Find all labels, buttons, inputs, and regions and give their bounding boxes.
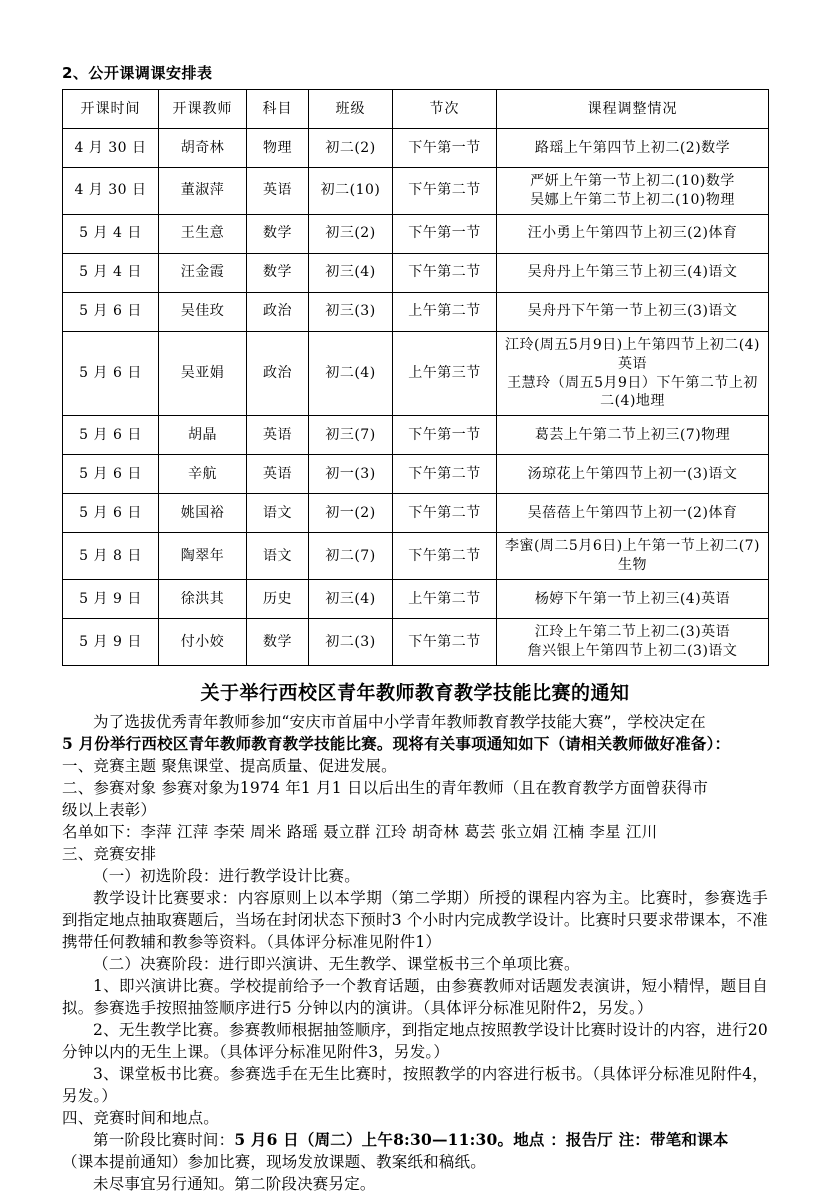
notice-sub-2: 2、无生教学比赛。参赛教师根据抽签顺序，到指定地点按照教学设计比赛时设计的内容，进行20 分钟以内的无生上课。（具体评分标准见附件3，另发。） xyxy=(62,1020,768,1061)
cell-subject: 英语 xyxy=(247,168,309,215)
cell-date: 5 月 4 日 xyxy=(63,253,159,292)
cell-teacher: 辛航 xyxy=(159,455,247,494)
table-row xyxy=(63,580,769,619)
cell-adjustment-note: 吴舟丹上午第三节上初三(4)语文 xyxy=(497,253,769,292)
cell-period: 下午第二节 xyxy=(393,619,497,666)
cell-period: 下午第二节 xyxy=(393,494,497,533)
cell-teacher: 汪金霞 xyxy=(159,253,247,292)
column-header-note: 课程调整情况 xyxy=(497,90,769,129)
notice-time-label: 第一阶段比赛时间： xyxy=(93,1130,235,1149)
notice-stage-1: （一）初选阶段：进行教学设计比赛。 xyxy=(93,866,360,885)
cell-class: 初三(7) xyxy=(309,416,393,455)
cell-subject: 数学 xyxy=(247,253,309,292)
cell-teacher: 陶翠年 xyxy=(159,533,247,580)
table-row xyxy=(63,455,769,494)
column-header-date: 开课时间 xyxy=(63,90,159,129)
table-row xyxy=(63,168,769,215)
notice-item-4: 四、竞赛时间和地点。 xyxy=(62,1108,220,1127)
cell-date: 5 月 6 日 xyxy=(63,494,159,533)
cell-adjustment-note: 江玲上午第二节上初二(3)英语 詹兴银上午第四节上初二(3)语文 xyxy=(497,619,769,666)
cell-period: 下午第二节 xyxy=(393,168,497,215)
cell-period: 上午第三节 xyxy=(393,331,497,416)
notice-end: 未尽事宜另行通知。第二阶段决赛另定。 xyxy=(93,1174,376,1193)
table-header-row xyxy=(63,90,769,129)
cell-class: 初一(2) xyxy=(309,494,393,533)
section-heading: 2、公开课调课安排表 xyxy=(62,64,213,82)
cell-teacher: 付小姣 xyxy=(159,619,247,666)
cell-period: 下午第一节 xyxy=(393,214,497,253)
cell-adjustment-note: 李蜜(周二5月6日)上午第一节上初二(7)生物 xyxy=(497,533,769,580)
cell-teacher: 吴佳玫 xyxy=(159,292,247,331)
cell-class: 初三(4) xyxy=(309,253,393,292)
column-header-class: 班级 xyxy=(309,90,393,129)
cell-class: 初二(3) xyxy=(309,619,393,666)
notice-time-value: 5 月6 日（周二）上午8:30—11:30。地点 ：报告厅 注：带笔和课本 xyxy=(234,1129,729,1149)
cell-teacher: 胡晶 xyxy=(159,416,247,455)
notice-sub-1: 1、即兴演讲比赛。学校提前给予一个教育话题，由参赛教师对话题发表演讲，短小精悍，题目自拟。参赛选手按照抽签顺序进行5 分钟以内的演讲。（具体评分标准见附件2，另发。） xyxy=(62,976,768,1017)
cell-class: 初二(2) xyxy=(309,129,393,168)
table-row xyxy=(63,253,769,292)
notice-time-note: （课本提前通知）参加比赛，现场发放课题、教案纸和稿纸。 xyxy=(62,1152,486,1171)
table-row xyxy=(63,129,769,168)
cell-date: 4 月 30 日 xyxy=(63,168,159,215)
notice-item-2b: 级以上表彰） xyxy=(62,800,157,819)
notice-time-line xyxy=(62,1129,768,1151)
cell-adjustment-note: 吴舟丹下午第一节上初三(3)语文 xyxy=(497,292,769,331)
cell-period: 上午第二节 xyxy=(393,292,497,331)
cell-date: 5 月 6 日 xyxy=(63,416,159,455)
cell-class: 初二(7) xyxy=(309,533,393,580)
cell-date: 5 月 6 日 xyxy=(63,331,159,416)
cell-subject: 政治 xyxy=(247,331,309,416)
cell-teacher: 吴亚娟 xyxy=(159,331,247,416)
notice-intro-bold: 5 月份举行西校区青年教师教育教学技能比赛。现将有关事项通知如下（请相关教师做好准备）： xyxy=(62,733,731,753)
table-row xyxy=(63,331,769,416)
cell-date: 5 月 6 日 xyxy=(63,292,159,331)
cell-adjustment-note: 杨婷下午第一节上初三(4)英语 xyxy=(497,580,769,619)
cell-class: 初三(2) xyxy=(309,214,393,253)
cell-subject: 政治 xyxy=(247,292,309,331)
cell-subject: 数学 xyxy=(247,214,309,253)
cell-adjustment-note: 葛芸上午第二节上初三(7)物理 xyxy=(497,416,769,455)
cell-period: 下午第一节 xyxy=(393,416,497,455)
cell-date: 4 月 30 日 xyxy=(63,129,159,168)
column-header-period: 节次 xyxy=(393,90,497,129)
table-row xyxy=(63,292,769,331)
notice-title: 关于举行西校区青年教师教育教学技能比赛的通知 xyxy=(200,681,630,704)
cell-class: 初三(4) xyxy=(309,580,393,619)
cell-teacher: 王生意 xyxy=(159,214,247,253)
column-header-teacher: 开课教师 xyxy=(159,90,247,129)
cell-teacher: 徐洪其 xyxy=(159,580,247,619)
cell-period: 上午第二节 xyxy=(393,580,497,619)
schedule-table xyxy=(62,89,769,666)
cell-teacher: 姚国裕 xyxy=(159,494,247,533)
notice-name-list: 名单如下：李萍 江萍 李荣 周米 路瑶 聂立群 江玲 胡奇林 葛芸 张立娟 江楠 李星 江川 xyxy=(62,822,658,841)
notice-sub-3: 3、课堂板书比赛。参赛选手在无生比赛时，按照教学的内容进行板书。（具体评分标准见附件4，另发。） xyxy=(62,1064,768,1105)
cell-adjustment-note: 江玲(周五5月9日)上午第四节上初二(4)英语 王慧玲（周五5月9日）下午第二节上初二(4)地理 xyxy=(497,331,769,416)
cell-adjustment-note: 路瑶上午第四节上初二(2)数学 xyxy=(497,129,769,168)
cell-date: 5 月 4 日 xyxy=(63,214,159,253)
column-header-subject: 科目 xyxy=(247,90,309,129)
notice-stage-1-detail: 教学设计比赛要求：内容原则上以本学期（第二学期）所授的课程内容为主。比赛时，参赛选手到指定地点抽取赛题后，当场在封闭状态下预时3 个小时内完成教学设计。比赛时只要求带课本，不准携带任何教辅和教参等资料。（具体评分标准见附件1） xyxy=(62,888,768,951)
notice-item-2: 二、参赛对象 参赛对象为1974 年1 月1 日以后出生的青年教师（且在教育教学方面曾获得市 xyxy=(62,778,709,797)
cell-class: 初二(10) xyxy=(309,168,393,215)
table-row xyxy=(63,533,769,580)
table-row xyxy=(63,494,769,533)
table-row xyxy=(63,619,769,666)
document-content xyxy=(62,62,768,1195)
cell-period: 下午第二节 xyxy=(393,253,497,292)
cell-subject: 历史 xyxy=(247,580,309,619)
cell-teacher: 胡奇林 xyxy=(159,129,247,168)
cell-adjustment-note: 汪小勇上午第四节上初三(2)体育 xyxy=(497,214,769,253)
cell-class: 初三(3) xyxy=(309,292,393,331)
table-row xyxy=(63,416,769,455)
table-row xyxy=(63,214,769,253)
cell-adjustment-note: 吴蓓蓓上午第四节上初一(2)体育 xyxy=(497,494,769,533)
notice-item-3: 三、竞赛安排 xyxy=(62,844,157,863)
cell-subject: 语文 xyxy=(247,533,309,580)
cell-subject: 数学 xyxy=(247,619,309,666)
cell-subject: 语文 xyxy=(247,494,309,533)
notice-stage-2: （二）决赛阶段：进行即兴演讲、无生教学、课堂板书三个单项比赛。 xyxy=(93,954,580,973)
cell-subject: 英语 xyxy=(247,416,309,455)
cell-period: 下午第二节 xyxy=(393,455,497,494)
cell-date: 5 月 9 日 xyxy=(63,580,159,619)
cell-adjustment-note: 汤琼花上午第四节上初一(3)语文 xyxy=(497,455,769,494)
cell-subject: 英语 xyxy=(247,455,309,494)
cell-date: 5 月 9 日 xyxy=(63,619,159,666)
cell-period: 下午第一节 xyxy=(393,129,497,168)
cell-date: 5 月 6 日 xyxy=(63,455,159,494)
cell-date: 5 月 8 日 xyxy=(63,533,159,580)
notice-item-1: 一、竞赛主题 聚焦课堂、提高质量、促进发展。 xyxy=(62,756,397,775)
cell-class: 初一(3) xyxy=(309,455,393,494)
notice-intro: 为了选拔优秀青年教师参加“安庆市首届中小学青年教师教育教学技能大赛”，学校决定在 xyxy=(93,712,706,731)
cell-adjustment-note: 严妍上午第一节上初二(10)数学 吴娜上午第二节上初二(10)物理 xyxy=(497,168,769,215)
cell-teacher: 董淑萍 xyxy=(159,168,247,215)
cell-subject: 物理 xyxy=(247,129,309,168)
cell-class: 初二(4) xyxy=(309,331,393,416)
notice-body xyxy=(62,711,768,1195)
cell-period: 下午第二节 xyxy=(393,533,497,580)
